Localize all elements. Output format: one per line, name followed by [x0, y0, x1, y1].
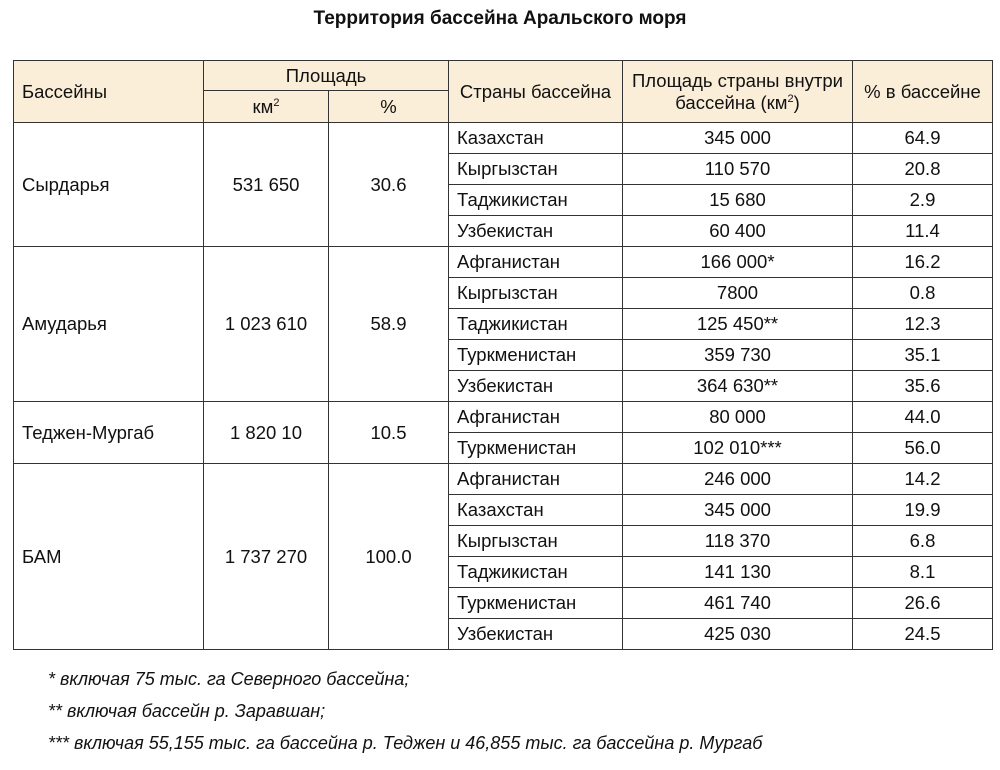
basin-pct: 58.9 — [329, 247, 449, 402]
country-pct: 6.8 — [853, 526, 993, 557]
country-name: Афганистан — [449, 402, 623, 433]
basin-name: Амударья — [14, 247, 204, 402]
country-pct: 14.2 — [853, 464, 993, 495]
country-name: Кыргызстан — [449, 526, 623, 557]
table-row — [14, 247, 993, 278]
country-pct: 35.6 — [853, 371, 993, 402]
country-name: Туркменистан — [449, 340, 623, 371]
country-area: 364 630** — [623, 371, 853, 402]
header-area-unit-text: км — [252, 95, 274, 117]
header-country-area-text: Площадь страны внутри бассейна (км — [631, 69, 843, 113]
basin-pct: 100.0 — [329, 464, 449, 650]
country-pct: 0.8 — [853, 278, 993, 309]
country-area: 345 000 — [623, 123, 853, 154]
basin-area: 1 737 270 — [204, 464, 329, 650]
aral-basin-table — [13, 60, 993, 650]
country-name: Туркменистан — [449, 433, 623, 464]
basin-area: 531 650 — [204, 123, 329, 247]
country-pct: 8.1 — [853, 557, 993, 588]
country-area: 102 010*** — [623, 433, 853, 464]
country-name: Казахстан — [449, 123, 623, 154]
basin-pct: 30.6 — [329, 123, 449, 247]
footnotes — [48, 668, 762, 764]
country-area: 15 680 — [623, 185, 853, 216]
country-area: 345 000 — [623, 495, 853, 526]
basin-pct: 10.5 — [329, 402, 449, 464]
country-pct: 19.9 — [853, 495, 993, 526]
basin-name: Теджен-Мургаб — [14, 402, 204, 464]
table-row — [14, 123, 993, 154]
header-country-area-close: ) — [793, 91, 800, 113]
header-country-area-sup: 2 — [787, 92, 794, 105]
table-row — [14, 464, 993, 495]
country-pct: 12.3 — [853, 309, 993, 340]
country-area: 141 130 — [623, 557, 853, 588]
basin-area: 1 820 10 — [204, 402, 329, 464]
country-area: 7800 — [623, 278, 853, 309]
country-pct: 26.6 — [853, 588, 993, 619]
country-pct: 11.4 — [853, 216, 993, 247]
country-area: 125 450** — [623, 309, 853, 340]
country-pct: 20.8 — [853, 154, 993, 185]
country-area: 80 000 — [623, 402, 853, 433]
header-basins: Бассейны — [14, 61, 204, 123]
country-area: 60 400 — [623, 216, 853, 247]
country-name: Таджикистан — [449, 309, 623, 340]
footnote: * включая 75 тыс. га Северного бассейна; — [48, 669, 410, 689]
header-countries: Страны бассейна — [449, 61, 623, 123]
country-name: Узбекистан — [449, 216, 623, 247]
country-name: Казахстан — [449, 495, 623, 526]
country-area: 110 570 — [623, 154, 853, 185]
header-country-area — [623, 61, 853, 123]
country-pct: 2.9 — [853, 185, 993, 216]
country-pct: 24.5 — [853, 619, 993, 650]
country-area: 166 000* — [623, 247, 853, 278]
country-area: 246 000 — [623, 464, 853, 495]
header-area: Площадь — [204, 61, 449, 91]
country-pct: 64.9 — [853, 123, 993, 154]
country-name: Таджикистан — [449, 557, 623, 588]
footnote: *** включая 55,155 тыс. га бассейна р. Теджен и 46,855 тыс. га бассейна р. Мургаб — [48, 733, 763, 753]
country-name: Кыргызстан — [449, 278, 623, 309]
country-pct: 56.0 — [853, 433, 993, 464]
page-title: Территория бассейна Аральского моря — [313, 8, 687, 29]
country-name: Афганистан — [449, 247, 623, 278]
table-header — [14, 61, 993, 123]
header-area-pct: % — [329, 91, 449, 123]
country-area: 425 030 — [623, 619, 853, 650]
basin-name: БАМ — [14, 464, 204, 650]
country-pct: 44.0 — [853, 402, 993, 433]
country-pct: 35.1 — [853, 340, 993, 371]
country-name: Туркменистан — [449, 588, 623, 619]
footnote: ** включая бассейн р. Заравшан; — [48, 701, 326, 721]
country-name: Таджикистан — [449, 185, 623, 216]
country-name: Узбекистан — [449, 371, 623, 402]
country-area: 118 370 — [623, 526, 853, 557]
header-area-unit — [204, 91, 329, 123]
country-pct: 16.2 — [853, 247, 993, 278]
country-name: Афганистан — [449, 464, 623, 495]
country-area: 461 740 — [623, 588, 853, 619]
country-area: 359 730 — [623, 340, 853, 371]
header-country-pct: % в бассейне — [853, 61, 993, 123]
table-body — [14, 123, 993, 650]
country-name: Узбекистан — [449, 619, 623, 650]
country-name: Кыргызстан — [449, 154, 623, 185]
basin-area: 1 023 610 — [204, 247, 329, 402]
basin-name: Сырдарья — [14, 123, 204, 247]
table-row — [14, 402, 993, 433]
header-area-unit-sup: 2 — [273, 96, 280, 109]
